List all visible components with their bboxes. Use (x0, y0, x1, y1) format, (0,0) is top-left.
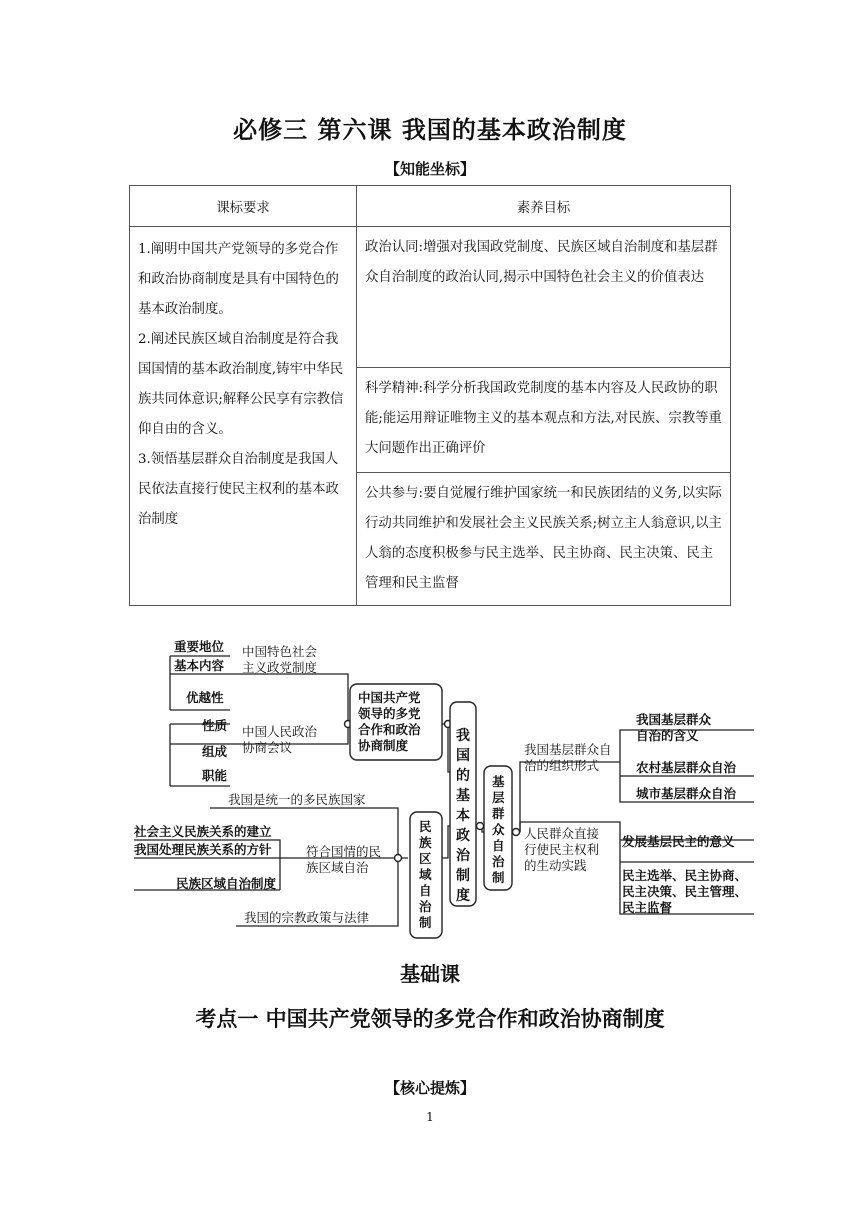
mm-sub-node: 治的组织形式 (524, 758, 600, 773)
svg-text:层: 层 (492, 790, 505, 805)
goal-item: 公共参与:要自觉履行维护国家统一和民族团结的义务,以实际行动共同维护和发展社会主义民族关系;树立主人翁意识,以主人翁的态度积极参与民主选举、民主协商、民主决策、民主管理和民主监督 (357, 473, 731, 606)
mm-leaf: 农村基层群众自治 (636, 760, 737, 775)
mm-sub-node: 人民群众直接 (524, 826, 600, 841)
svg-text:制: 制 (456, 868, 470, 884)
requirement-item: 3.领悟基层群众自治制度是我国人民依法直接行使民主权利的基本政治制度 (138, 452, 339, 527)
mm-branch3-label (492, 774, 505, 885)
mm-leaf: 民族区域自治制度 (176, 876, 277, 891)
page-title: 必修三 第六课 我国的基本政治制度 (233, 116, 627, 144)
core-heading: 【核心提炼】 (384, 1079, 475, 1097)
svg-text:国: 国 (456, 748, 470, 764)
svg-text:的: 的 (456, 768, 470, 784)
mm-branch-label: 协商制度 (358, 738, 409, 753)
requirement-item: 1.阐明中国共产党领导的多党合作和政治协商制度是具有中国特色的基本政治制度。 (138, 242, 339, 317)
svg-text:治: 治 (492, 854, 505, 869)
mm-leaf: 我国基层群众 (636, 712, 712, 727)
mm-leaf: 我国处理民族关系的方针 (134, 842, 272, 857)
mm-leaf: 优越性 (186, 690, 224, 705)
mm-branch2-label (419, 819, 432, 943)
svg-text:治: 治 (456, 848, 470, 864)
svg-text:度: 度 (456, 888, 470, 904)
mm-leaf: 自治的含义 (636, 728, 699, 743)
requirements-cell (130, 227, 357, 606)
svg-text:我: 我 (456, 728, 470, 744)
svg-text:自: 自 (419, 883, 432, 898)
mm-leaf: 民主决策、民主管理、 (622, 884, 748, 899)
mm-sub-node: 中国人民政治 (242, 724, 318, 739)
svg-text:本: 本 (456, 808, 470, 824)
mm-leaf: 基本内容 (174, 658, 225, 673)
svg-text:域: 域 (419, 867, 432, 882)
mm-leaf: 发展基层民主的意义 (622, 834, 735, 849)
mm-leaf: 城市基层群众自治 (636, 786, 737, 801)
table-row (130, 227, 731, 368)
mm-leaf: 重要地位 (174, 639, 225, 654)
mm-sub-node: 我国是统一的多民族国家 (228, 792, 366, 807)
svg-text:制: 制 (492, 870, 505, 885)
mm-sub-node: 符合国情的民 (306, 844, 382, 859)
mm-sub-node: 行使民主权利 (524, 842, 600, 857)
standards-table (129, 185, 731, 606)
svg-text:基: 基 (456, 788, 470, 804)
mm-sub-node: 我国基层群众自 (524, 742, 612, 757)
svg-text:基: 基 (492, 774, 505, 789)
mm-leaf: 民主监督 (622, 900, 673, 915)
mindmap (130, 626, 758, 946)
section-heading: 基础课 (400, 962, 460, 986)
mm-branch-label: 合作和政治 (358, 722, 421, 737)
svg-text:民: 民 (419, 819, 432, 834)
svg-text:制: 制 (419, 915, 432, 930)
mm-sub-node: 协商会议 (242, 740, 293, 755)
mm-leaf: 组成 (202, 744, 228, 759)
mm-leaf: 民主选举、民主协商、 (622, 868, 748, 883)
svg-text:众: 众 (492, 822, 505, 837)
mm-leaf: 社会主义民族关系的建立 (134, 824, 272, 839)
mm-sub-node: 我国的宗教政策与法律 (244, 910, 370, 925)
mm-sub-node: 主义政党制度 (242, 660, 318, 675)
mm-sub-node: 的生动实践 (524, 858, 587, 873)
knowledge-heading: 【知能坐标】 (384, 160, 475, 178)
svg-text:治: 治 (419, 899, 432, 914)
svg-text:政: 政 (456, 828, 470, 844)
mm-center-label (456, 728, 471, 904)
col-header-requirements: 课标要求 (130, 186, 357, 227)
requirement-item: 2.阐述民族区域自治制度是符合我国国情的基本政治制度,铸牢中华民族共同体意识;解释公民享有宗教信仰自由的含义。 (138, 332, 344, 437)
page-number: 1 (426, 1110, 434, 1124)
svg-text:族: 族 (419, 835, 432, 850)
col-header-goals: 素养目标 (357, 186, 731, 227)
mm-sub-node: 族区域自治 (306, 860, 369, 875)
mm-branch-label: 中国共产党 (358, 690, 421, 705)
point-title: 考点一 中国共产党领导的多党合作和政治协商制度 (195, 1007, 665, 1031)
goal-item: 科学精神:科学分析我国政党制度的基本内容及人民政协的职能;能运用辩证唯物主义的基本观点和方法,对民族、宗教等重大问题作出正确评价 (357, 368, 731, 473)
mm-sub-node: 中国特色社会 (242, 644, 318, 659)
goal-item: 政治认同:增强对我国政党制度、民族区域自治制度和基层群众自治制度的政治认同,揭示中国特色社会主义的价值表达 (357, 227, 731, 368)
mm-leaf: 性质 (202, 718, 228, 733)
svg-text:自: 自 (492, 838, 505, 853)
table-header-row (130, 186, 731, 227)
svg-text:区: 区 (419, 851, 432, 866)
svg-text:群: 群 (492, 806, 505, 821)
mm-branch-label: 领导的多党 (358, 706, 421, 721)
mm-leaf: 职能 (202, 768, 228, 783)
